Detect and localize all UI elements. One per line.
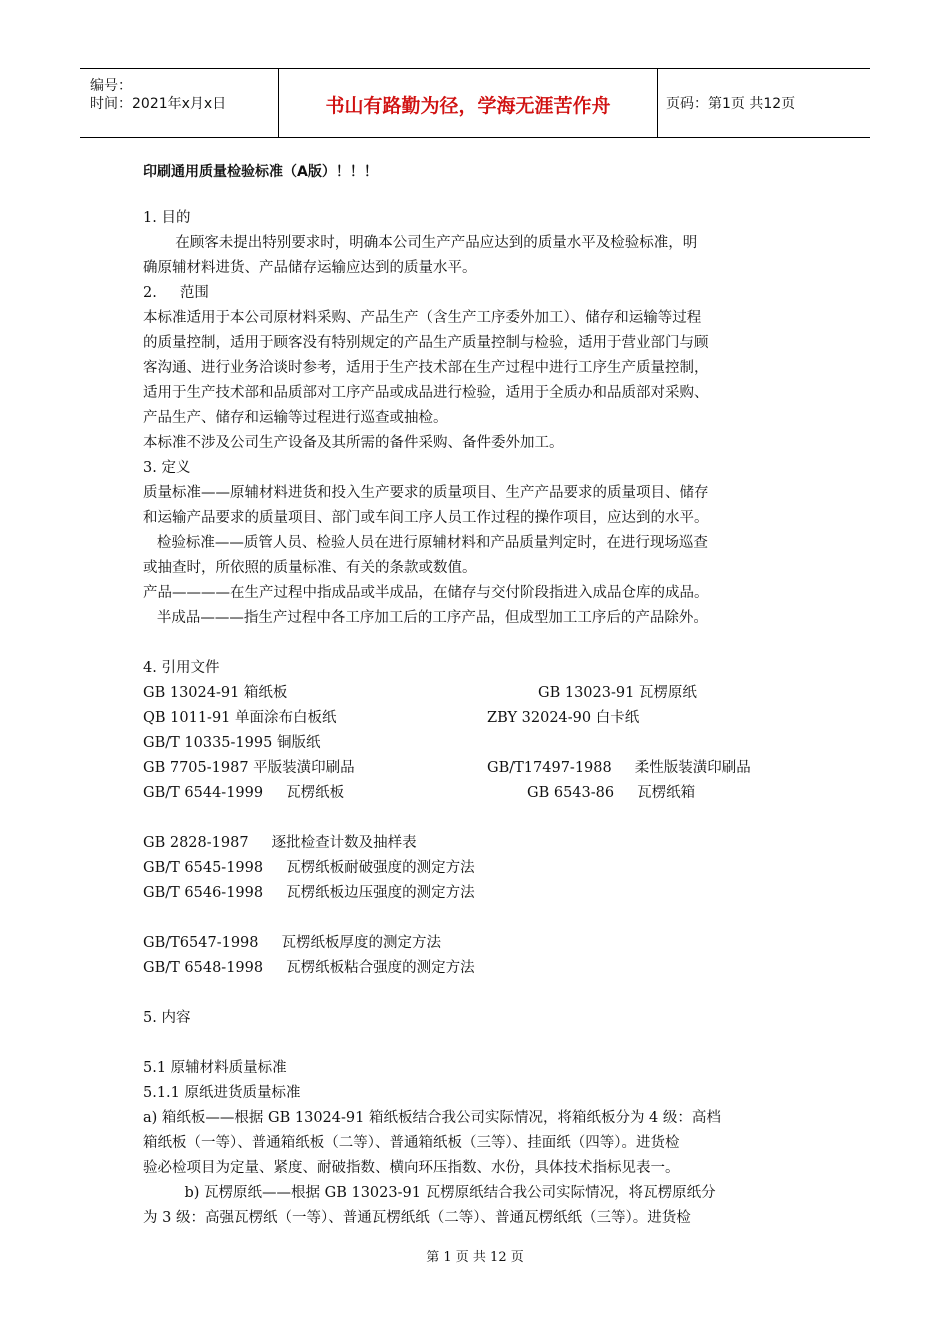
ref-line: GB/T 6548-1998 瓦楞纸板粘合强度的测定方法: [143, 960, 475, 976]
ref-left: GB 7705-1987 平版装潢印刷品: [143, 760, 355, 776]
header-motto-cell: [279, 69, 658, 137]
text-line: b) 瓦楞原纸——根据 GB 13023-91 瓦楞原纸结合我公司实际情况，将瓦楞原纸分: [143, 1185, 716, 1201]
section-heading: 4. 引用文件: [143, 660, 220, 676]
text-line: 验必检项目为定量、紧度、耐破指数、横向环压指数、水份，具体技术指标见表一。: [143, 1160, 680, 1176]
text-line: 5.1.1 原纸进货质量标准: [143, 1085, 301, 1101]
text-line: 确原辅材料进货、产品储存运输应达到的质量水平。: [143, 260, 477, 276]
date-label: 时间：2021年x月x日: [90, 96, 227, 112]
doc-title: 印刷通用质量检验标准（A版）！！！: [143, 164, 378, 180]
text-line: 为 3 级：高强瓦楞纸（一等）、普通瓦楞纸纸（二等）、普通瓦楞纸纸（三等）。进货检: [143, 1210, 691, 1226]
text-line: 检验标准——质管人员、检验人员在进行原辅材料和产品质量判定时，在进行现场巡查: [143, 535, 708, 551]
text-line: 2. 范围: [143, 285, 209, 301]
text-line: 和运输产品要求的质量项目、部门或车间工序人员工作过程的操作项目，应达到的水平。: [143, 510, 709, 526]
text-line: 5.1 原辅材料质量标准: [143, 1060, 287, 1076]
page-footer: 第 1 页 共 12 页: [426, 1250, 524, 1265]
ref-left: GB/T 6544-1999 瓦楞纸板: [143, 785, 345, 801]
text-line: 本标准适用于本公司原材料采购、产品生产（含生产工序委外加工）、储存和运输等过程: [143, 310, 702, 326]
text-line: 本标准不涉及公司生产设备及其所需的备件采购、备件委外加工。: [143, 435, 564, 451]
text-line: 客沟通、进行业务洽谈时参考，适用于生产技术部在生产过程中进行工序生产质量控制，: [143, 360, 709, 376]
text-line: 箱纸板（一等）、普通箱纸板（二等）、普通箱纸板（三等）、挂面纸（四等）。进货检: [143, 1135, 680, 1151]
ref-left: GB 13024-91 箱纸板: [143, 685, 288, 701]
ref-right: GB/T17497-1988 柔性版装潢印刷品: [487, 760, 751, 776]
header-page-cell: [658, 69, 870, 137]
text-line: 产品————在生产过程中指成品或半成品，在储存与交付阶段指进入成品仓库的成品。: [143, 585, 709, 601]
text-line: 适用于生产技术部和品质部对工序产品或成品进行检验，适用于全质办和品质部对采购、: [143, 385, 709, 401]
text-line: 3. 定义: [143, 460, 191, 476]
page-info: 页码：第1页 共12页: [666, 96, 796, 112]
ref-left: QB 1011-91 单面涂布白板纸: [143, 710, 337, 726]
number-label: 编号：: [90, 78, 132, 94]
ref-right: GB 6543-86 瓦楞纸箱: [527, 785, 696, 801]
header-table: [80, 68, 870, 138]
section-heading: 5. 内容: [143, 1010, 191, 1026]
ref-line: GB/T 6545-1998 瓦楞纸板耐破强度的测定方法: [143, 860, 475, 876]
text-line: 半成品———指生产过程中各工序加工后的工序产品，但成型加工工序后的产品除外。: [143, 610, 708, 626]
text-line: 的质量控制，适用于顾客没有特别规定的产品生产质量控制与检验，适用于营业部门与顾: [143, 335, 709, 351]
ref-line: GB 2828-1987 逐批检查计数及抽样表: [143, 835, 417, 851]
text-line: a) 箱纸板——根据 GB 13024-91 箱纸板结合我公司实际情况，将箱纸板分为 4 级：高档: [143, 1110, 721, 1126]
text-line: 产品生产、储存和运输等过程进行巡查或抽检。: [143, 410, 448, 426]
text-line: 1. 目的: [143, 210, 191, 226]
text-line: 质量标准——原辅材料进货和投入生产要求的质量项目、生产产品要求的质量项目、储存: [143, 485, 709, 501]
header-left-cell: [80, 69, 279, 137]
text-line: 在顾客未提出特别要求时，明确本公司生产产品应达到的质量水平及检验标准，明: [143, 235, 698, 251]
motto: 书山有路勤为径，学海无涯苦作舟: [325, 95, 611, 117]
ref-line: GB/T6547-1998 瓦楞纸板厚度的测定方法: [143, 935, 442, 951]
text-line: 或抽查时，所依照的质量标准、有关的条款或数值。: [143, 560, 477, 576]
ref-left: GB/T 10335-1995 铜版纸: [143, 735, 321, 751]
ref-right: ZBY 32024-90 白卡纸: [487, 710, 640, 726]
ref-right: GB 13023-91 瓦楞原纸: [538, 685, 697, 701]
ref-line: GB/T 6546-1998 瓦楞纸板边压强度的测定方法: [143, 885, 475, 901]
